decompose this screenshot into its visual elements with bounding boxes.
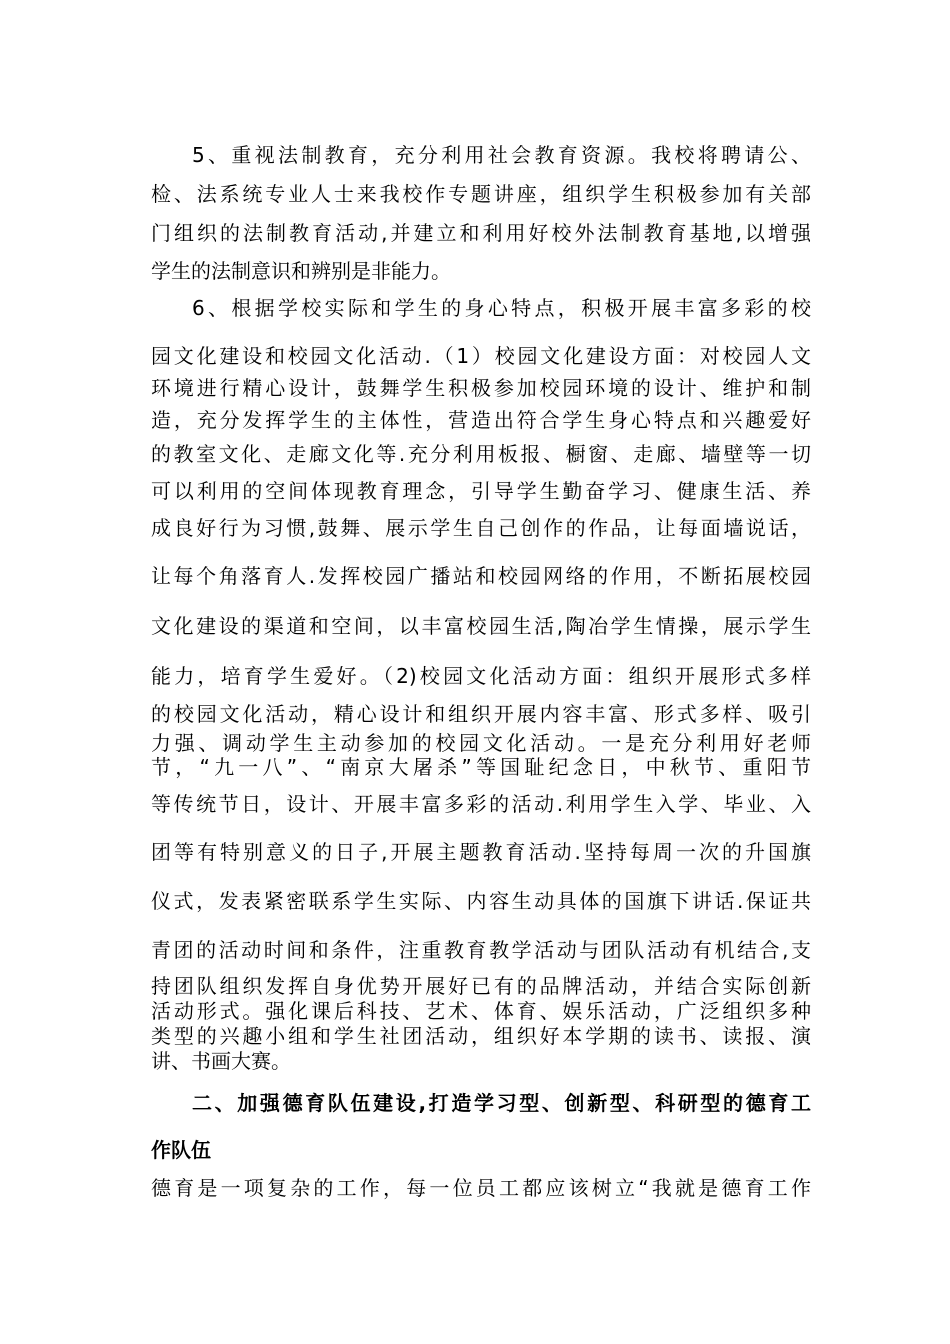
- item-6-line-20: 类型的兴趣小组和学生社团活动，组织好本学期的读书、读报、演: [151, 1024, 811, 1048]
- item-6-line-2: 园文化建设和校园文化活动.（1）校园文化建设方面：对校园人文: [151, 344, 811, 368]
- item-6-line-19: 活动形式。强化课后科技、艺术、体育、娱乐活动，广泛组织多种: [151, 999, 811, 1023]
- item-5-line-1: 5、重视法制教育，充分利用社会教育资源。我校将聘请公、: [192, 143, 811, 167]
- item-6-line-6: 可以利用的空间体现教育理念，引导学生勤奋学习、健康生活、养: [151, 479, 811, 503]
- item-6-line-17: 青团的活动时间和条件，注重教育教学活动与团队活动有机结合,支: [151, 938, 811, 962]
- item-6-line-14: 等传统节日，设计、开展丰富多彩的活动.利用学生入学、毕业、入: [151, 792, 811, 816]
- section-2-body-line-1: 德育是一项复杂的工作，每一位员工都应该树立“我就是德育工作: [151, 1176, 811, 1200]
- item-6-line-16: 仪式，发表紧密联系学生实际、内容生动具体的国旗下讲话.保证共: [151, 889, 811, 913]
- item-5-line-3: 门组织的法制教育活动,并建立和利用好校外法制教育基地,以增强: [151, 221, 811, 245]
- item-6-line-21: 讲、书画大赛。: [151, 1049, 291, 1073]
- section-2-heading-line-2: 作队伍: [151, 1138, 211, 1162]
- item-6-line-10: 能力，培育学生爱好。（2)校园文化活动方面：组织开展形式多样: [151, 664, 811, 688]
- item-6-line-18: 持团队组织发挥自身优势开展好已有的品牌活动，并结合实际创新: [151, 974, 811, 998]
- item-6-line-8: 让每个角落育人.发挥校园广播站和校园网络的作用，不断拓展校园: [151, 564, 811, 588]
- item-6-line-15: 团等有特别意义的日子,开展主题教育活动.坚持每周一次的升国旗: [151, 840, 811, 864]
- item-6-line-1: 6、根据学校实际和学生的身心特点，积极开展丰富多彩的校: [192, 296, 811, 320]
- item-6-line-5: 的教室文化、走廊文化等.充分利用板报、橱窗、走廊、墙壁等一切: [151, 442, 811, 466]
- item-6-line-12: 力强、调动学生主动参加的校园文化活动。一是充分利用好老师: [151, 731, 811, 755]
- item-6-line-11: 的校园文化活动，精心设计和组织开展内容丰富、形式多样、吸引: [151, 702, 811, 726]
- item-6-line-3: 环境进行精心设计，鼓舞学生积极参加校园环境的设计、维护和制: [151, 376, 811, 400]
- item-6-line-13: 节，“九一八”、“南京大屠杀”等国耻纪念日，中秋节、重阳节: [151, 755, 811, 779]
- section-2-heading-line-1: 二、加强德育队伍建设,打造学习型、创新型、科研型的德育工: [192, 1091, 811, 1115]
- item-5-line-4: 学生的法制意识和辨别是非能力。: [151, 259, 451, 283]
- item-6-line-7: 成良好行为习惯,鼓舞、展示学生自己创作的作品，让每面墙说话，: [151, 516, 811, 540]
- item-6-line-9: 文化建设的渠道和空间，以丰富校园生活,陶冶学生情操，展示学生: [151, 614, 811, 638]
- item-6-line-4: 造，充分发挥学生的主体性，营造出符合学生身心特点和兴趣爱好: [151, 408, 811, 432]
- item-5-line-2: 检、法系统专业人士来我校作专题讲座，组织学生积极参加有关部: [151, 182, 811, 206]
